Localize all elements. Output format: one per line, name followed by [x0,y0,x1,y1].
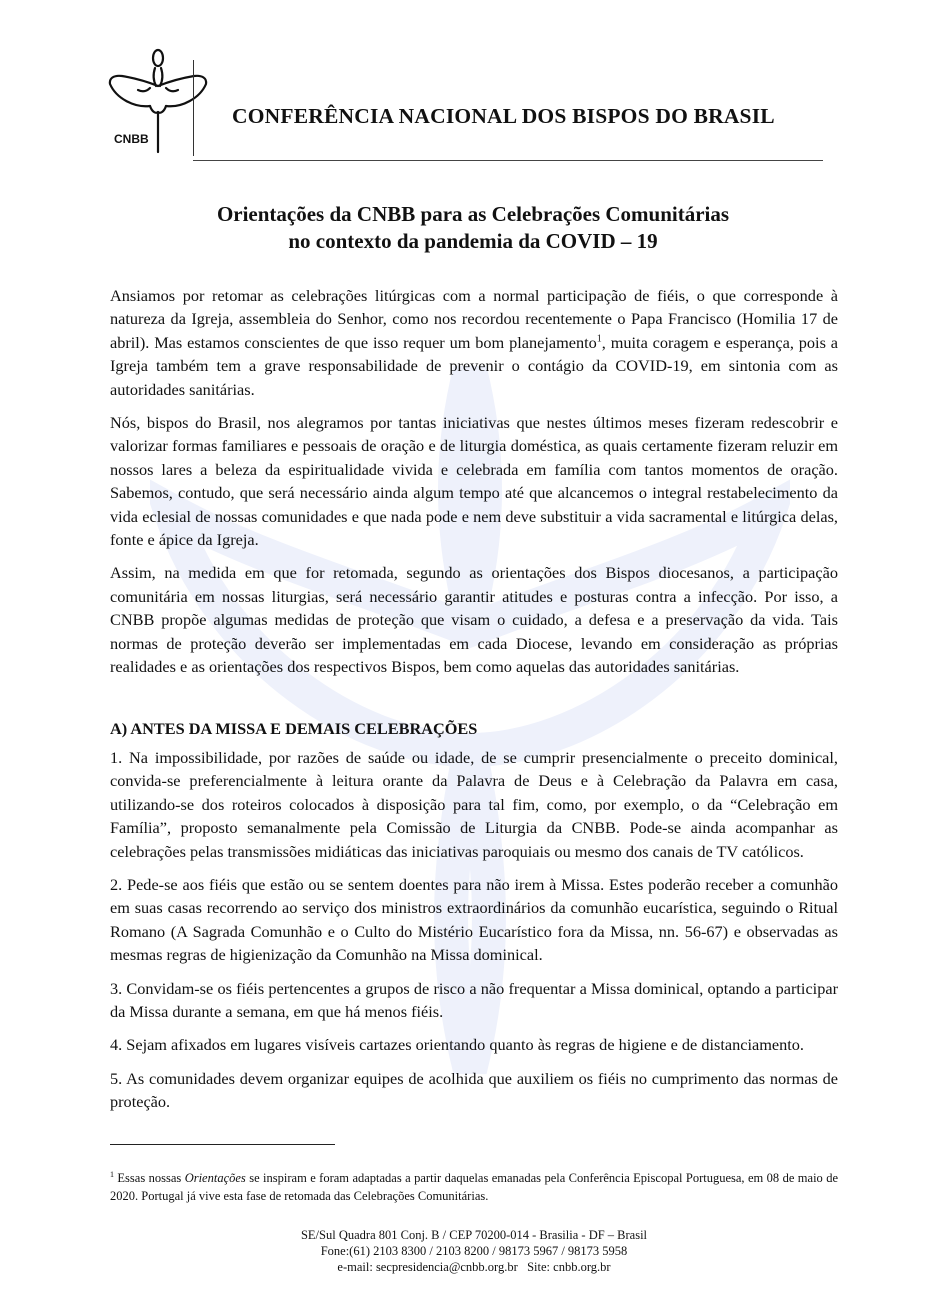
intro-paragraph-2: Nós, bispos do Brasil, nos alegramos por tantas iniciativas que nestes últimos meses fizeram redescobrir e valorizar formas familiares e pessoais de oração e de liturgia doméstica, as quais certamente fizeram reluzir em nossos lares a beleza da espiritualidade vivida e celebrada em família com tantos momentos de oração. Sabemos, contudo, que será necessário ainda algum tempo até que alcancemos o integral restabelecimento da vida eclesial de nossas comunidades e que nada pode e nem deve substituir a vida sacramental e litúrgica delas, fonte e ápice da Igreja. [110,413,838,550]
footnote-text-2: se inspiram e foram adaptadas a partir daquelas emanadas pela Conferência Episcopal Portuguesa, em 08 de maio de 2020. Portugal já vive esta fase de retomada das Celebrações Comunitárias. [110,1171,839,1203]
header-vertical-line [193,60,194,156]
footnote-reference[interactable]: 1 [596,333,602,345]
page-footer [110,1227,838,1275]
document-title [110,201,836,255]
intro-p1-text: Ansiamos por retomar as celebrações litúrgicas com a normal participação de fiéis, o que corresponde à natureza da Igreja, assembleia do Senhor, como nos recordou recentemente o Papa Francisco (Homilia 17 de abril). Mas estamos conscientes de que isso requer um bom planejamento [110,286,838,352]
title-line-1: Orientações da CNBB para as Celebrações Comunitárias [216,202,730,226]
intro-paragraph-3: Assim, na medida em que for retomada, segundo as orientações dos Bispos diocesanos, a participação comunitária em nossas liturgias, será necessário garantir atitudes e posturas contra a infecção. Por isso, a CNBB propõe algumas medidas de proteção que visam o cuidado, a defesa e a preservação da vida. Tais normas de proteção deverão ser implementadas em cada Diocese, levando em consideração as próprias realidades e as orientações dos respectivos Bispos, bem como aquelas das autoridades sanitárias. [110,563,838,677]
footnote [110,1170,838,1205]
footer-phone: Fone:(61) 2103 8300 / 2103 8200 / 98173 5967 / 98173 5958 [320,1244,628,1258]
footer-contact: e-mail: secpresidencia@cnbb.org.br Site: cnbb.org.br [337,1260,611,1274]
footnote-divider [110,1144,335,1145]
section-a-heading: A) ANTES DA MISSA E DEMAIS CELEBRAÇÕES [110,718,478,738]
title-line-2: no contexto da pandemia da COVID – 19 [288,229,658,253]
footnote-emphasis: Orientações [184,1171,246,1185]
intro-paragraph-1 [110,284,838,401]
footer-address: SE/Sul Quadra 801 Conj. B / CEP 70200-014 - Brasilia - DF – Brasil [300,1228,648,1242]
section-a-item-2: 2. Pede-se aos fiéis que estão ou se sentem doentes para não irem à Missa. Estes poderão receber a comunhão em suas casas recorrendo ao serviço dos ministros extraordinários da comunhão eucarística, seguindo o Ritual Romano (A Sagrada Comunhão e o Culto do Mistério Eucarístico fora da Missa, nn. 56-67) e observadas as mesmas regras de higienização da Comunhão na Missa dominical. [110,874,838,965]
section-a-item-5: 5. As comunidades devem organizar equipes de acolhida que auxiliem os fiéis no cumprimento das normas de proteção. [110,1068,838,1112]
document-body [110,284,838,1124]
footnote-marker: 1 [110,1169,114,1179]
section-a-item-3: 3. Convidam-se os fiéis pertencentes a grupos de risco a não frequentar a Missa dominical, optando a participar da Missa durante a semana, em que há menos fiéis. [110,978,838,1021]
intro-p1-text-cont: , muita coragem e esperança, pois a Igreja também tem a grave responsabilidade de prevenir o contágio da COVID-19, em sintonia com as autoridades sanitárias. [110,332,839,399]
section-a-item-1: 1. Na impossibilidade, por razões de saúde ou idade, de se cumprir presencialmente o preceito dominical, convida-se preferencialmente à leitura orante da Palavra de Deus e à Celebração da Palavra em casa, utilizando-se dos roteiros colocados à disposição para tal fim, como, por exemplo, o da “Celebração em Família”, proposto semanalmente pela Comissão de Liturgia da CNBB. Pode-se ainda acompanhar as celebrações pelas transmissões midiáticas das iniciativas paroquiais ou mesmo dos canais de TV católicos. [110,747,838,861]
organization-name: CONFERÊNCIA NACIONAL DOS BISPOS DO BRASIL [232,104,775,128]
logo-caption: CNBB [114,132,149,146]
footnote-text-1: Essas nossas [114,1171,185,1185]
section-a-item-4: 4. Sejam afixados em lugares visíveis cartazes orientando quanto às regras de higiene e de distanciamento. [110,1035,804,1055]
header-divider [193,160,823,161]
